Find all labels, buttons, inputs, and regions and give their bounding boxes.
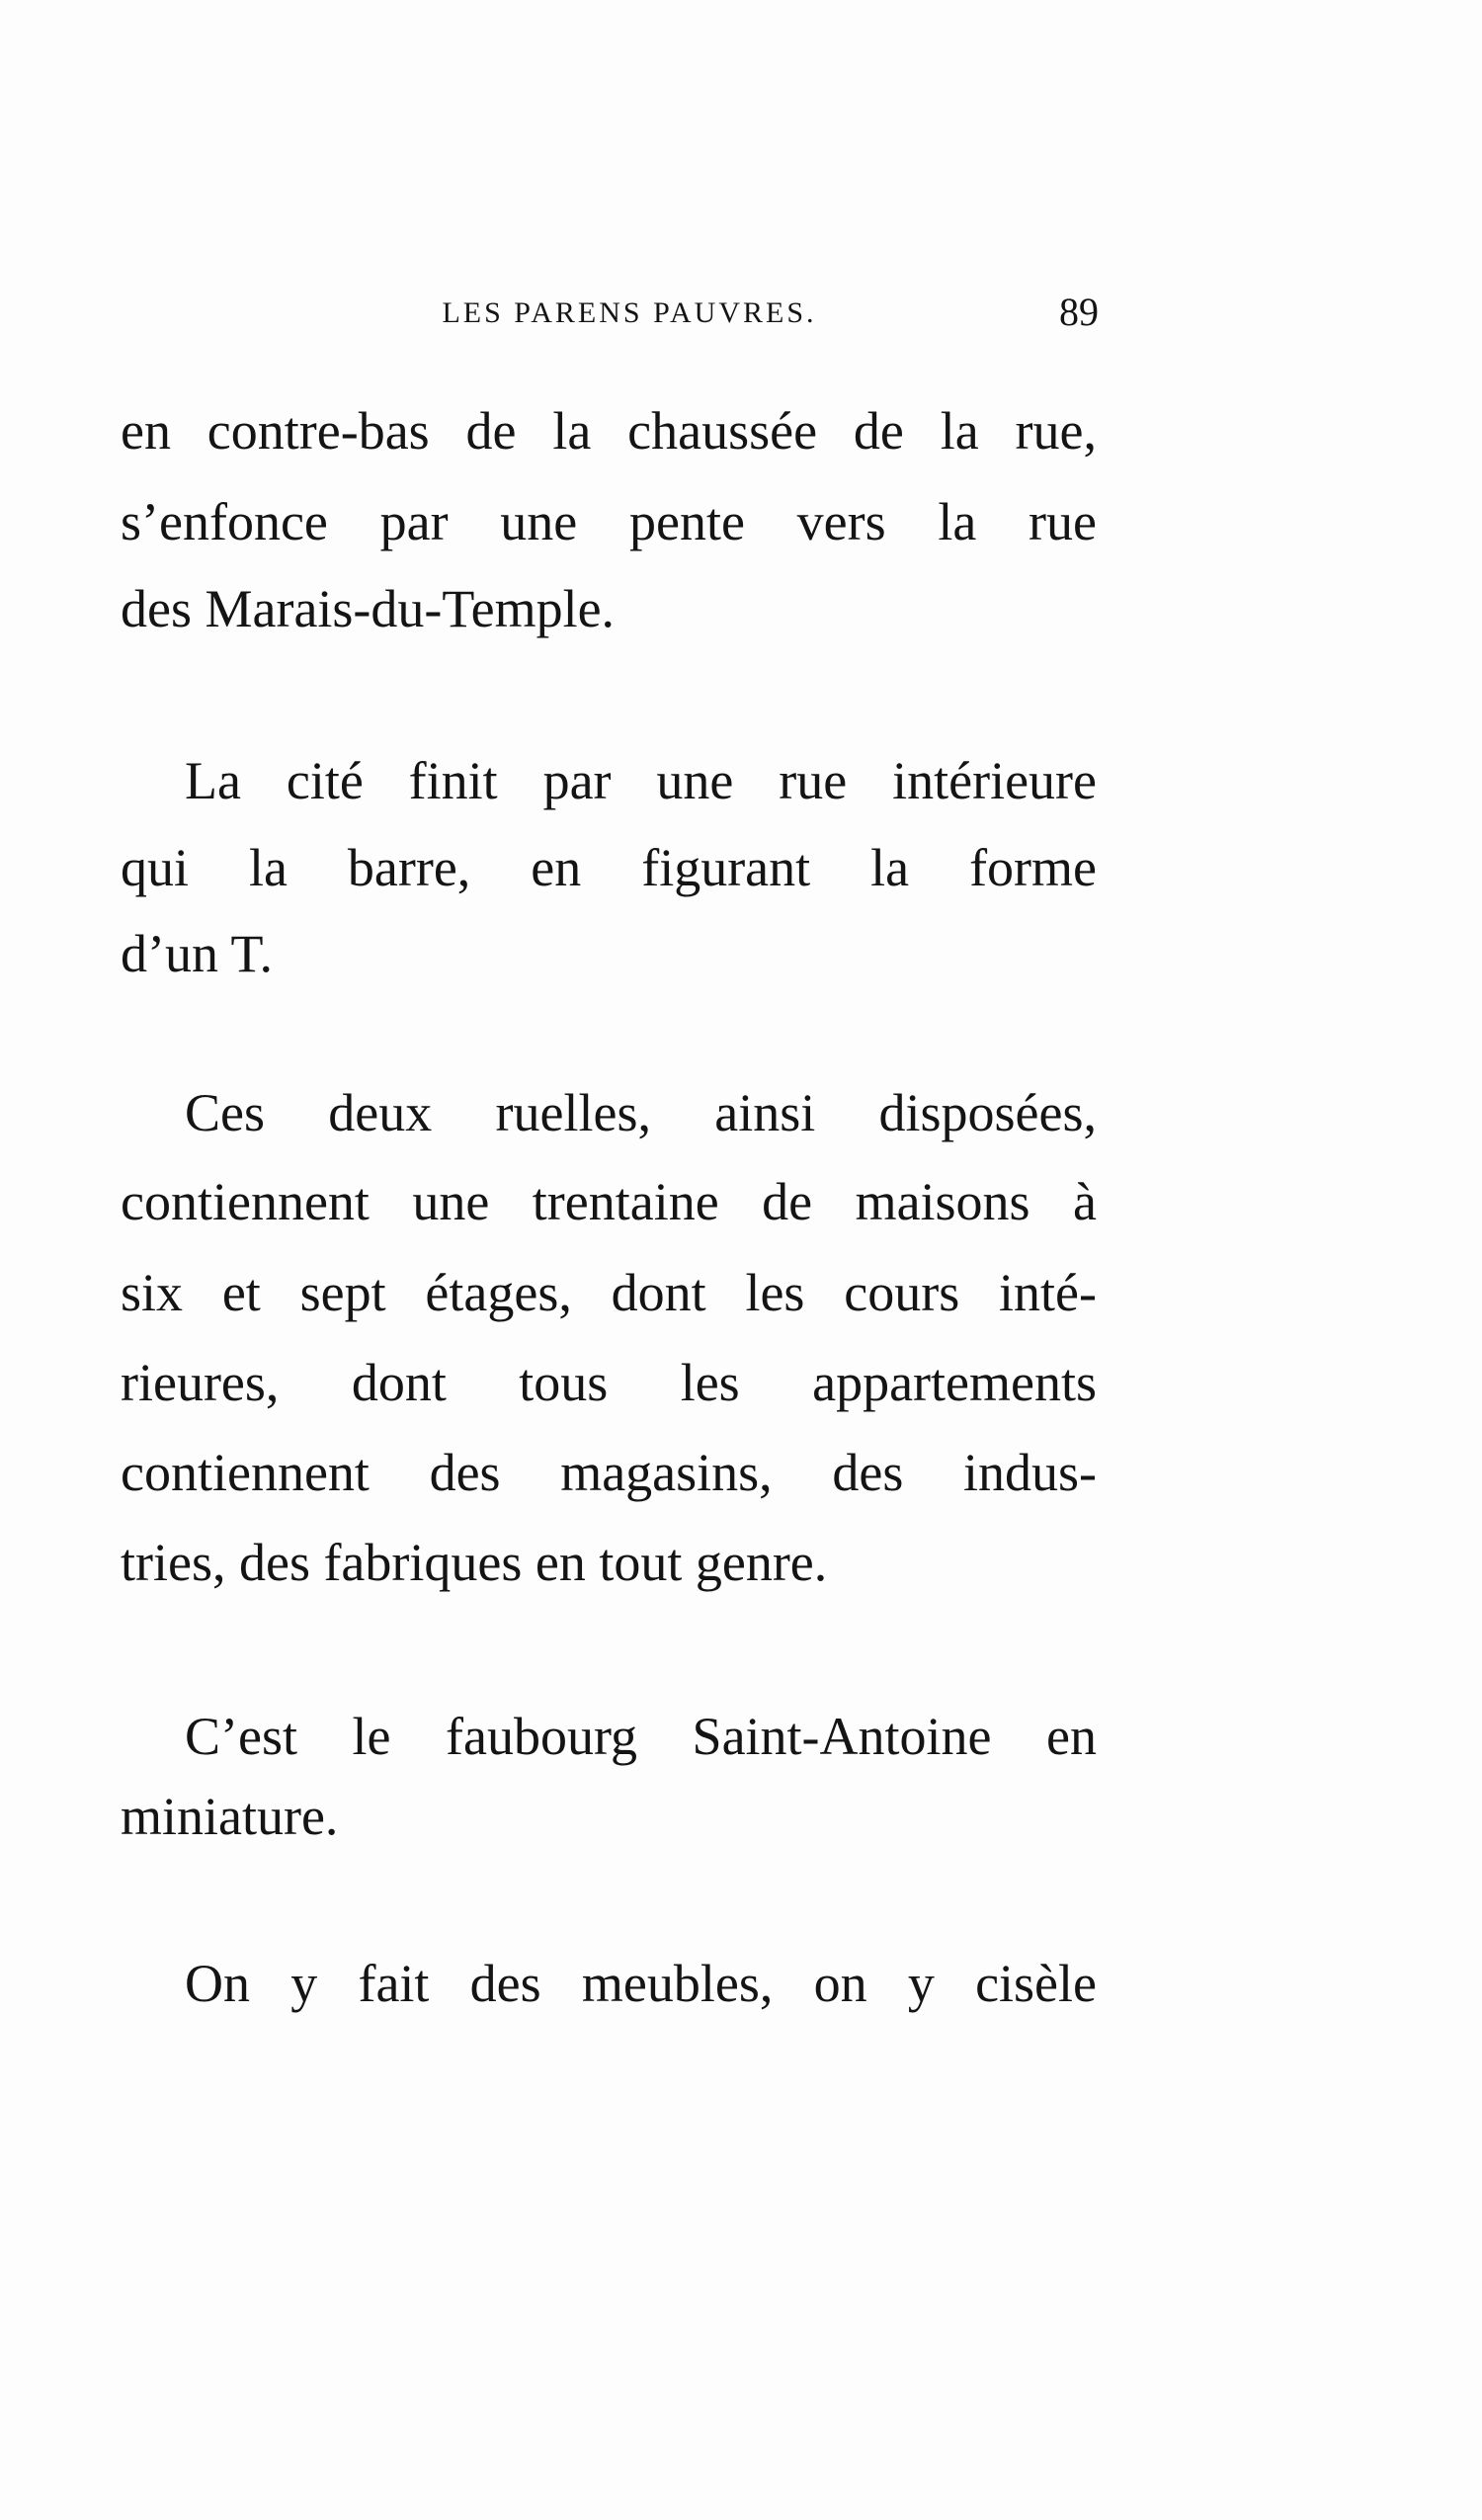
- text-line: s’enfonce par une pente vers la rue: [121, 492, 1097, 551]
- text-line: C’est le faubourg Saint-Antoine en: [185, 1707, 1097, 1766]
- text-line: en contre-bas de la chaussée de la rue,: [121, 401, 1097, 461]
- text-line: Ces deux ruelles, ainsi disposées,: [185, 1083, 1097, 1142]
- text-line: rieures, dont tous les appartements: [121, 1353, 1097, 1412]
- text-line: tries, des fabriques en tout genre.: [121, 1533, 828, 1592]
- text-line: contiennent une trentaine de maisons à: [121, 1172, 1097, 1231]
- text-line: miniature.: [121, 1787, 339, 1846]
- text-line: des Marais-du-Temple.: [121, 579, 616, 638]
- text-line: La cité finit par une rue intérieure: [185, 751, 1097, 810]
- text-line: On y fait des meubles, on y cisèle: [185, 1954, 1097, 2013]
- text-line: d’un T.: [121, 924, 273, 983]
- running-title: LES PARENS PAUVRES.: [442, 296, 817, 329]
- text-line: qui la barre, en figurant la forme: [121, 838, 1097, 897]
- text-line: six et sept étages, dont les cours inté-: [121, 1263, 1097, 1322]
- text-line: contiennent des magasins, des indus-: [121, 1443, 1097, 1502]
- page-number: 89: [1059, 290, 1099, 334]
